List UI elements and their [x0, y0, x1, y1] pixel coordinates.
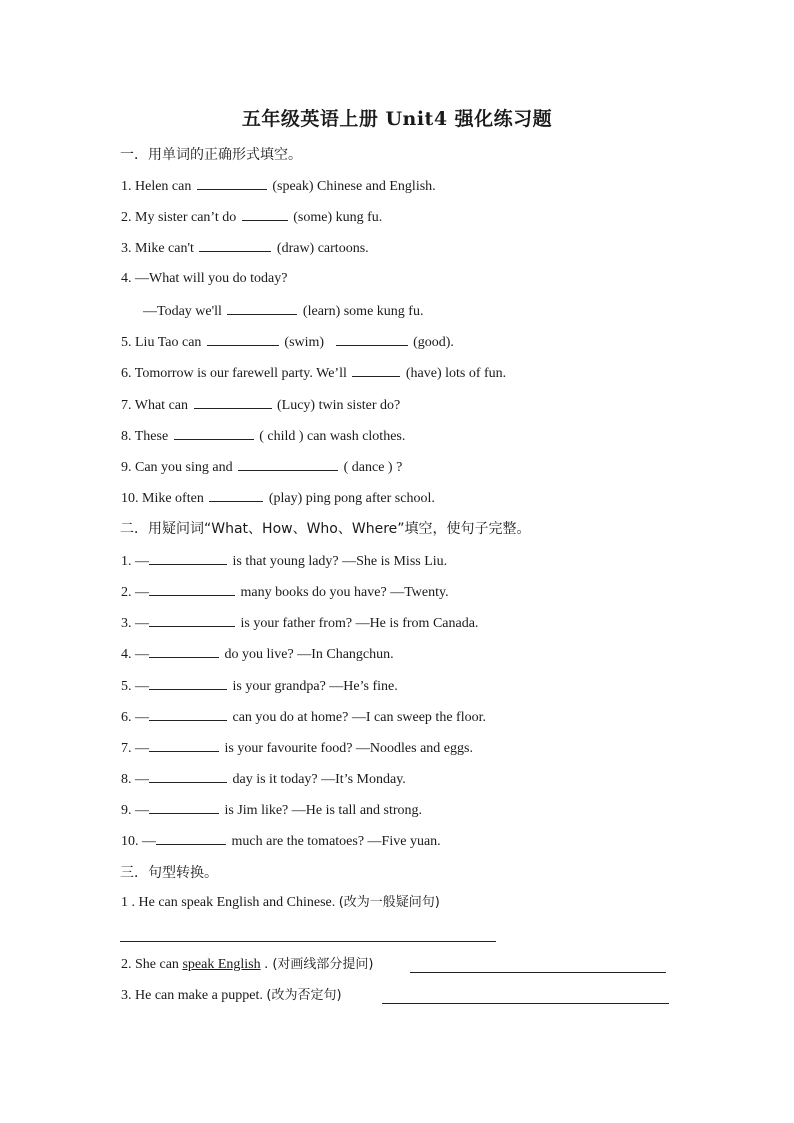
- answer-blank[interactable]: [149, 707, 227, 721]
- answer-blank[interactable]: [199, 238, 271, 252]
- answer-blank[interactable]: [149, 738, 219, 752]
- section-3-heading: 三．句型转换。: [120, 865, 218, 881]
- question-2-1: 1. — is that young lady? —She is Miss Liu.: [121, 551, 447, 571]
- answer-blank[interactable]: [227, 301, 297, 315]
- question-1-1: 1. Helen can (speak) Chinese and English.: [121, 176, 436, 196]
- answer-blank[interactable]: [194, 395, 272, 409]
- answer-line-3-3[interactable]: [382, 1003, 669, 1004]
- question-1-8: 8. These ( child ) can wash clothes.: [121, 426, 405, 446]
- answer-line-3-2[interactable]: [410, 972, 666, 973]
- section-1-heading: 一．用单词的正确形式填空。: [120, 147, 302, 163]
- answer-blank[interactable]: [197, 176, 267, 190]
- answer-blank[interactable]: [149, 769, 227, 783]
- answer-blank[interactable]: [174, 426, 254, 440]
- question-2-6: 6. — can you do at home? —I can sweep the floor.: [121, 707, 486, 727]
- question-1-3: 3. Mike can't (draw) cartoons.: [121, 238, 369, 258]
- answer-blank[interactable]: [149, 644, 219, 658]
- question-2-10: 10. — much are the tomatoes? —Five yuan.: [121, 831, 441, 851]
- question-3-2: 2. She can speak English . (对画线部分提问): [121, 957, 374, 972]
- question-1-5: 5. Liu Tao can (swim) (good).: [121, 332, 454, 352]
- question-1-4: 4. —What will you do today?: [121, 271, 288, 286]
- answer-blank[interactable]: [352, 363, 400, 377]
- question-2-5: 5. — is your grandpa? —He’s fine.: [121, 676, 398, 696]
- question-2-4: 4. — do you live? —In Changchun.: [121, 644, 394, 664]
- question-1-10: 10. Mike often (play) ping pong after school.: [121, 488, 435, 508]
- answer-blank[interactable]: [156, 831, 226, 845]
- question-2-9: 9. — is Jim like? —He is tall and strong.: [121, 800, 422, 820]
- question-1-2: 2. My sister can’t do (some) kung fu.: [121, 207, 382, 227]
- answer-blank[interactable]: [336, 332, 408, 346]
- answer-blank[interactable]: [209, 488, 263, 502]
- question-2-3: 3. — is your father from? —He is from Canada.: [121, 613, 478, 633]
- question-2-8: 8. — day is it today? —It’s Monday.: [121, 769, 406, 789]
- question-1-7: 7. What can (Lucy) twin sister do?: [121, 395, 400, 415]
- question-1-4-reply: —Today we'll (learn) some kung fu.: [143, 301, 423, 321]
- underlined-phrase: speak English: [182, 957, 261, 972]
- answer-blank[interactable]: [149, 800, 219, 814]
- question-3-1: 1 . He can speak English and Chinese. (改为一般疑问句): [121, 895, 440, 910]
- answer-blank[interactable]: [238, 457, 338, 471]
- question-2-7: 7. — is your favourite food? —Noodles and eggs.: [121, 738, 473, 758]
- question-1-9: 9. Can you sing and ( dance ) ?: [121, 457, 402, 477]
- page-title: 五年级英语上册 Unit4 强化练习题: [241, 108, 553, 130]
- question-1-6: 6. Tomorrow is our farewell party. We’ll (have) lots of fun.: [121, 363, 506, 383]
- answer-blank[interactable]: [242, 207, 288, 221]
- answer-blank[interactable]: [149, 551, 227, 565]
- question-2-2: 2. — many books do you have? —Twenty.: [121, 582, 449, 602]
- answer-blank[interactable]: [149, 613, 235, 627]
- section-2-heading: 二．用疑问词“What、How、Who、Where”填空，使句子完整。: [120, 521, 531, 537]
- answer-blank[interactable]: [149, 676, 227, 690]
- question-3-3: 3. He can make a puppet. (改为否定句): [121, 988, 342, 1003]
- answer-blank[interactable]: [207, 332, 279, 346]
- answer-blank[interactable]: [149, 582, 235, 596]
- answer-line-3-1[interactable]: [120, 941, 496, 942]
